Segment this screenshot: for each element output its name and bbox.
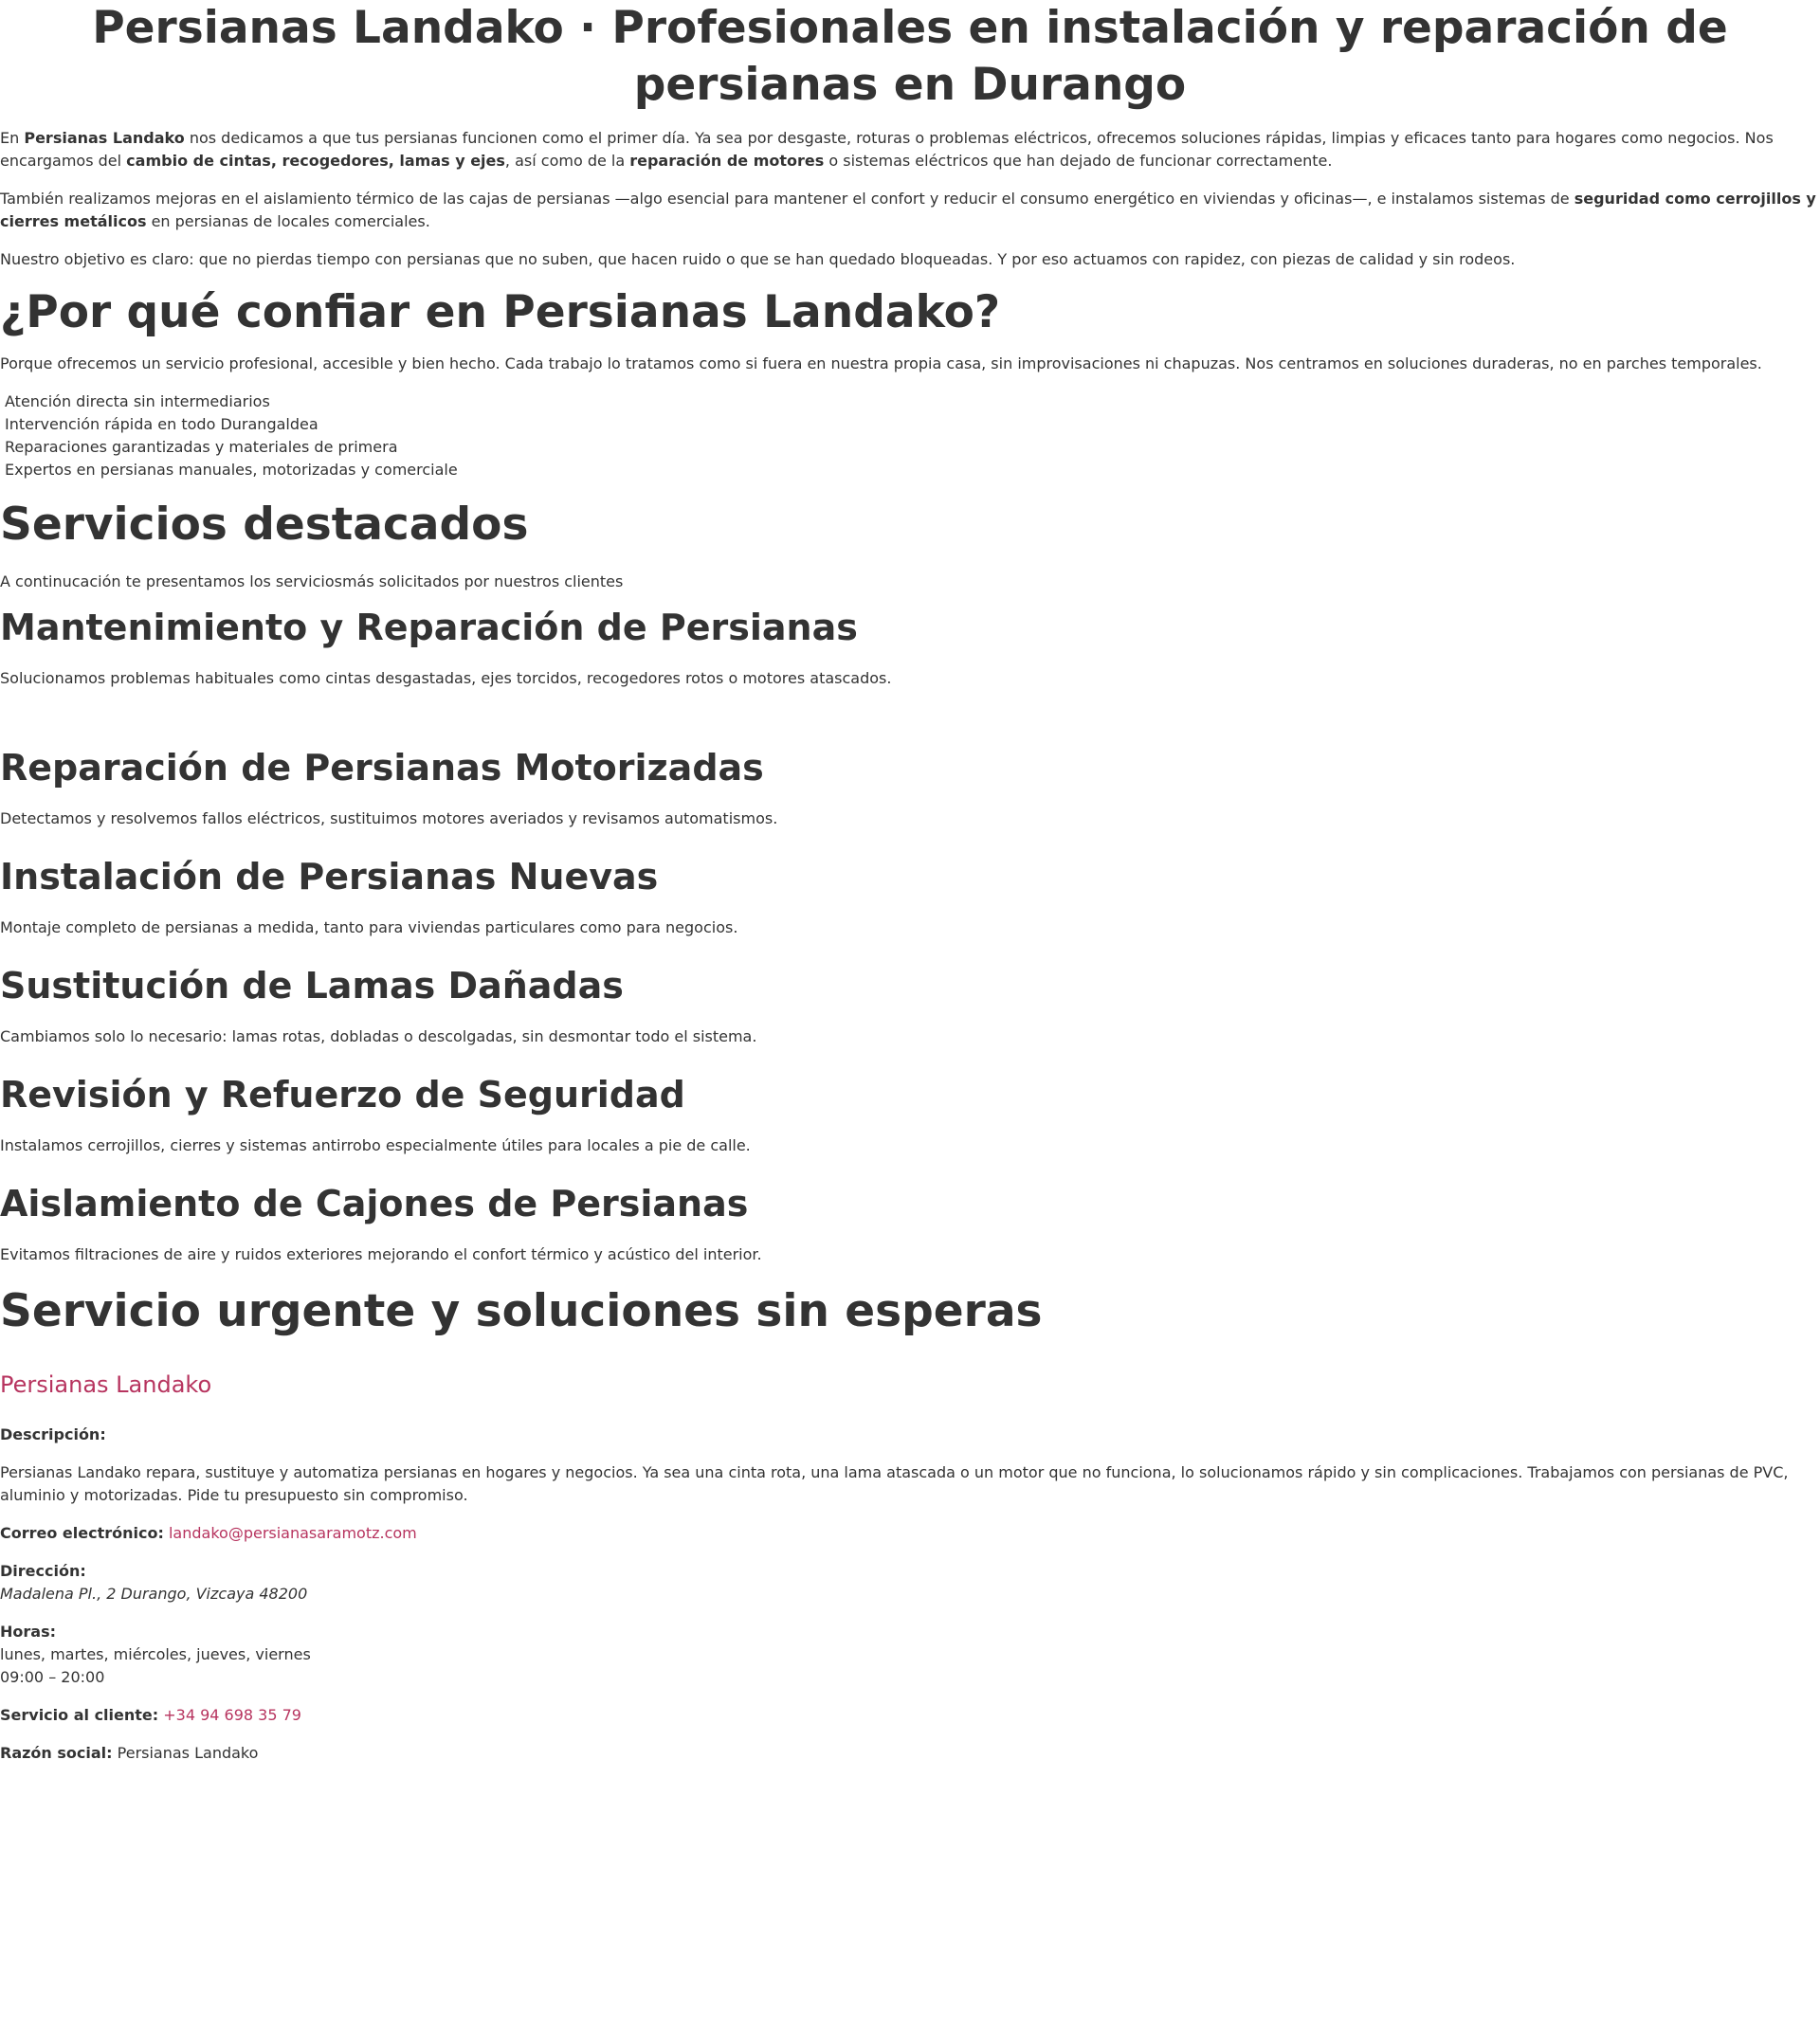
intro-p2-text-1: También realizamos mejoras en el aislamiento térmico de las cajas de persianas —algo esencial para mantener el confort y reducir el consumo energético en viviendas y oficinas—, e instalamos sistemas de	[0, 190, 1574, 208]
intro-p1-text-2: nos dedicamos a que tus persianas funcionen como el primer día. Ya sea por desgaste, roturas o problemas eléctricos, ofrecemos soluciones rápidas, limpias y eficaces tanto para hogares como negocios. Nos encargamos del	[0, 129, 1774, 170]
benefit-item: Atención directa sin intermediarios	[5, 392, 270, 410]
intro-paragraph-1	[0, 127, 1820, 172]
benefit-item: Reparaciones garantizadas y materiales de primera	[5, 438, 398, 456]
address-row	[0, 1560, 1820, 1606]
intro-paragraph-3: Nuestro objetivo es claro: que no pierdas tiempo con persianas que no suben, que hacen ruido o que se han quedado bloqueadas. Y por eso actuamos con rapidez, con piezas de calidad y sin rodeos.	[0, 250, 1516, 268]
service-text: Detectamos y resolvemos fallos eléctricos, sustituimos motores averiados y revisamos automatismos.	[0, 809, 778, 827]
services-intro: A continucación te presentamos los serviciosmás solicitados por nuestros clientes	[0, 572, 624, 590]
why-text: Porque ofrecemos un servicio profesional, accesible y bien hecho. Cada trabajo lo tratamos como si fuera en nuestra propia casa, sin improvisaciones ni chapuzas. Nos centramos en soluciones duraderas, no en parches temporales.	[0, 354, 1762, 372]
service-text: Solucionamos problemas habituales como cintas desgastadas, ejes torcidos, recogedores rotos o motores atascados.	[0, 669, 892, 687]
legal-name-row	[0, 1742, 1820, 1765]
email-row	[0, 1522, 1820, 1545]
hours-row	[0, 1621, 1820, 1689]
service-motorized-repair	[0, 745, 1820, 830]
email-link[interactable]: landako@persianasaramotz.com	[168, 1524, 417, 1542]
intro-paragraph-2	[0, 188, 1820, 233]
service-title: Aislamiento de Cajones de Persianas	[0, 1183, 749, 1225]
service-text: Cambiamos solo lo necesario: lamas rotas, dobladas o descolgadas, sin desmontar todo el sistema.	[0, 1027, 757, 1045]
service-title: Revisión y Refuerzo de Seguridad	[0, 1074, 685, 1116]
service-title: Instalación de Persianas Nuevas	[0, 856, 659, 898]
service-text: Evitamos filtraciones de aire y ruidos exteriores mejorando el confort térmico y acústico del interior.	[0, 1245, 762, 1263]
email-label: Correo electrónico:	[0, 1524, 164, 1542]
opening-hours: 09:00 – 20:00	[0, 1668, 105, 1686]
intro-p1-bold-2: cambio de cintas, recogedores, lamas y ejes	[126, 152, 505, 170]
intro-p2-text-2: en persianas de locales comerciales.	[146, 212, 430, 230]
urgent-heading: Servicio urgente y soluciones sin esperas	[0, 1285, 1043, 1337]
opening-days: lunes, martes, miércoles, jueves, viernes	[0, 1645, 311, 1663]
service-installation	[0, 854, 1820, 939]
intro-p1-bold-1: Persianas Landako	[24, 129, 185, 147]
benefit-item: Intervención rápida en todo Durangaldea	[5, 415, 318, 433]
intro-p2-bold-1: seguridad como cerrojillos y cierres metálicos	[0, 190, 1816, 230]
why-heading: ¿Por qué confiar en Persianas Landako?	[0, 286, 1001, 338]
address-value: Madalena Pl., 2 Durango, Vizcaya 48200	[0, 1585, 308, 1603]
description-text: Persianas Landako repara, sustituye y automatiza persianas en hogares y negocios. Ya sea una cinta rota, una lama atascada o un motor que no funciona, lo solucionamos rápido y sin complicaciones. Trabajamos con persianas de PVC, aluminio y motorizadas. Pide tu presupuesto sin compromiso.	[0, 1463, 1789, 1504]
service-maintenance	[0, 605, 1820, 690]
benefit-item: Expertos en persianas manuales, motorizadas y comerciale	[5, 461, 458, 479]
service-text: Instalamos cerrojillos, cierres y sistemas antirrobo especialmente útiles para locales a pie de calle.	[0, 1136, 751, 1154]
service-security	[0, 1072, 1820, 1157]
benefits-list	[0, 390, 1820, 481]
service-title: Reparación de Persianas Motorizadas	[0, 747, 764, 789]
description-label: Descripción:	[0, 1425, 106, 1443]
legal-name-value: Persianas Landako	[117, 1744, 259, 1762]
services-heading: Servicios destacados	[0, 499, 529, 551]
phone-row	[0, 1704, 1820, 1727]
service-title: Mantenimiento y Reparación de Persianas	[0, 607, 858, 648]
service-text: Montaje completo de persianas a medida, tanto para viviendas particulares como para negocios.	[0, 918, 738, 936]
business-name: Persianas Landako	[0, 1371, 212, 1398]
phone-link[interactable]: +34 94 698 35 79	[163, 1706, 301, 1724]
service-slat-replacement	[0, 963, 1820, 1048]
service-title: Sustitución de Lamas Dañadas	[0, 965, 624, 1007]
intro-p1-text-4: o sistemas eléctricos que han dejado de funcionar correctamente.	[824, 152, 1333, 170]
intro-p1-text-3: , así como de la	[504, 152, 630, 170]
phone-label: Servicio al cliente:	[0, 1706, 159, 1724]
legal-name-label: Razón social:	[0, 1744, 113, 1762]
intro-p1-text-1: En	[0, 129, 25, 147]
address-label: Dirección:	[0, 1562, 86, 1580]
intro-p1-bold-3: reparación de motores	[629, 152, 825, 170]
page-title: Persianas Landako · Profesionales en instalación y reparación de persianas en Durango	[92, 2, 1728, 111]
service-insulation	[0, 1181, 1820, 1266]
hours-label: Horas:	[0, 1623, 56, 1641]
